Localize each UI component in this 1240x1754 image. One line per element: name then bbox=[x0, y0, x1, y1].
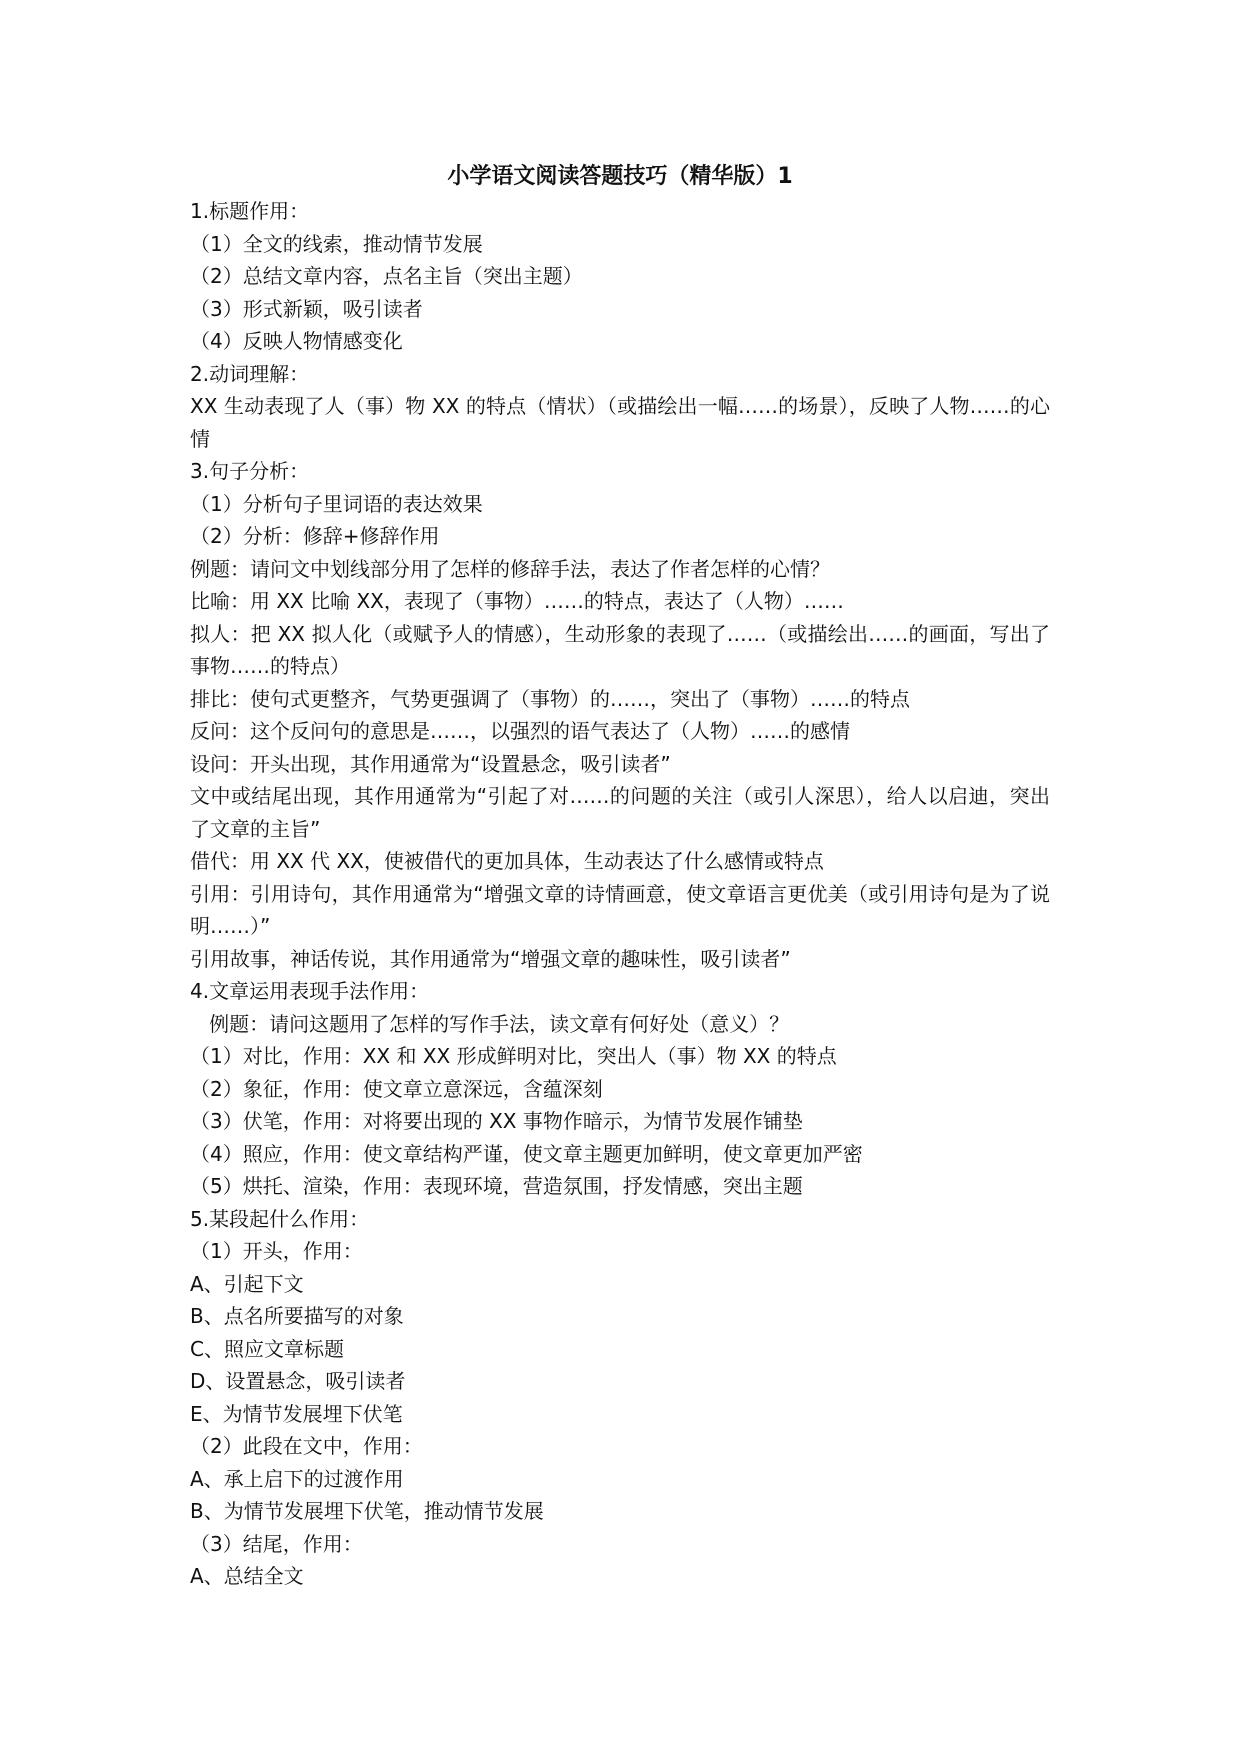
list-item: （4）照应，作用：使文章结构严谨，使文章主题更加鲜明，使文章更加严密 bbox=[190, 1141, 863, 1166]
paragraph: 例题：请问文中划线部分用了怎样的修辞手法，表达了作者怎样的心情？ bbox=[190, 556, 830, 581]
section-heading: 5.某段起什么作用： bbox=[190, 1206, 370, 1231]
paragraph: 引用：引用诗句，其作用通常为“增强文章的诗情画意，使文章语言更优美（或引用诗句是为了说明……）” bbox=[190, 881, 1050, 938]
paragraph: 排比：使句式更整齐，气势更强调了（事物）的……，突出了（事物）……的特点 bbox=[190, 686, 910, 711]
list-item: （2）此段在文中，作用： bbox=[190, 1434, 423, 1458]
list-item: （1）分析句子里词语的表达效果 bbox=[190, 491, 483, 516]
paragraph: 借代：用 XX 代 XX，使被借代的更加具体，生动表达了什么感情或特点 bbox=[190, 849, 824, 873]
paragraph: 引用故事，神话传说，其作用通常为“增强文章的趣味性，吸引读者” bbox=[190, 946, 791, 971]
list-item: C、照应文章标题 bbox=[190, 1336, 344, 1361]
list-item: D、设置悬念，吸引读者 bbox=[190, 1369, 406, 1393]
paragraph: 比喻：用 XX 比喻 XX，表现了（事物）……的特点，表达了（人物）…… bbox=[190, 589, 844, 613]
section-heading: 4.文章运用表现手法作用： bbox=[190, 979, 430, 1003]
paragraph: 文中或结尾出现，其作用通常为“引起了对……的问题的关注（或引人深思），给人以启迪，突出了文章的主旨” bbox=[190, 784, 1050, 841]
list-item: B、为情节发展埋下伏笔，推动情节发展 bbox=[190, 1499, 544, 1523]
list-item: （3）形式新颖，吸引读者 bbox=[190, 296, 423, 321]
section-heading: 3.句子分析： bbox=[190, 459, 310, 483]
paragraph: 设问：开头出现，其作用通常为“设置悬念，吸引读者” bbox=[190, 751, 671, 776]
paragraph: 拟人：把 XX 拟人化（或赋予人的情感），生动形象的表现了……（或描绘出……的画面，写出了事物……的特点） bbox=[190, 621, 1050, 678]
list-item: A、引起下文 bbox=[190, 1271, 304, 1296]
section-heading: 2.动词理解： bbox=[190, 361, 310, 386]
document-title: 小学语文阅读答题技巧（精华版）1 bbox=[447, 164, 793, 189]
list-item: A、承上启下的过渡作用 bbox=[190, 1466, 404, 1491]
list-item: （2）象征，作用：使文章立意深远，含蕴深刻 bbox=[190, 1076, 603, 1101]
list-item: （1）开头，作用： bbox=[190, 1239, 363, 1263]
list-item: A、总结全文 bbox=[190, 1564, 304, 1588]
list-item: B、点名所要描写的对象 bbox=[190, 1304, 404, 1328]
list-item: （5）烘托、渲染，作用：表现环境，营造氛围，抒发情感，突出主题 bbox=[190, 1174, 803, 1198]
document-body bbox=[190, 195, 1050, 1593]
section-heading: 1.标题作用： bbox=[190, 199, 310, 223]
list-item: E、为情节发展埋下伏笔 bbox=[190, 1401, 403, 1426]
list-item: （1）对比，作用：XX 和 XX 形成鲜明对比，突出人（事）物 XX 的特点 bbox=[190, 1044, 837, 1068]
paragraph: XX 生动表现了人（事）物 XX 的特点（情状）（或描绘出一幅……的场景），反映了人物……的心情 bbox=[190, 394, 1050, 451]
list-item: （3）结尾，作用： bbox=[190, 1531, 363, 1556]
list-item: （4）反映人物情感变化 bbox=[190, 329, 403, 353]
list-item: （1）全文的线索，推动情节发展 bbox=[190, 231, 483, 256]
list-item: （2）总结文章内容，点名主旨（突出主题） bbox=[190, 264, 583, 288]
paragraph: 反问：这个反问句的意思是……，以强烈的语气表达了（人物）……的感情 bbox=[190, 719, 850, 743]
paragraph: 例题：请问这题用了怎样的写作手法，读文章有何好处（意义）？ bbox=[190, 1011, 790, 1036]
list-item: （2）分析：修辞+修辞作用 bbox=[190, 524, 440, 548]
list-item: （3）伏笔，作用：对将要出现的 XX 事物作暗示，为情节发展作铺垫 bbox=[190, 1109, 803, 1133]
